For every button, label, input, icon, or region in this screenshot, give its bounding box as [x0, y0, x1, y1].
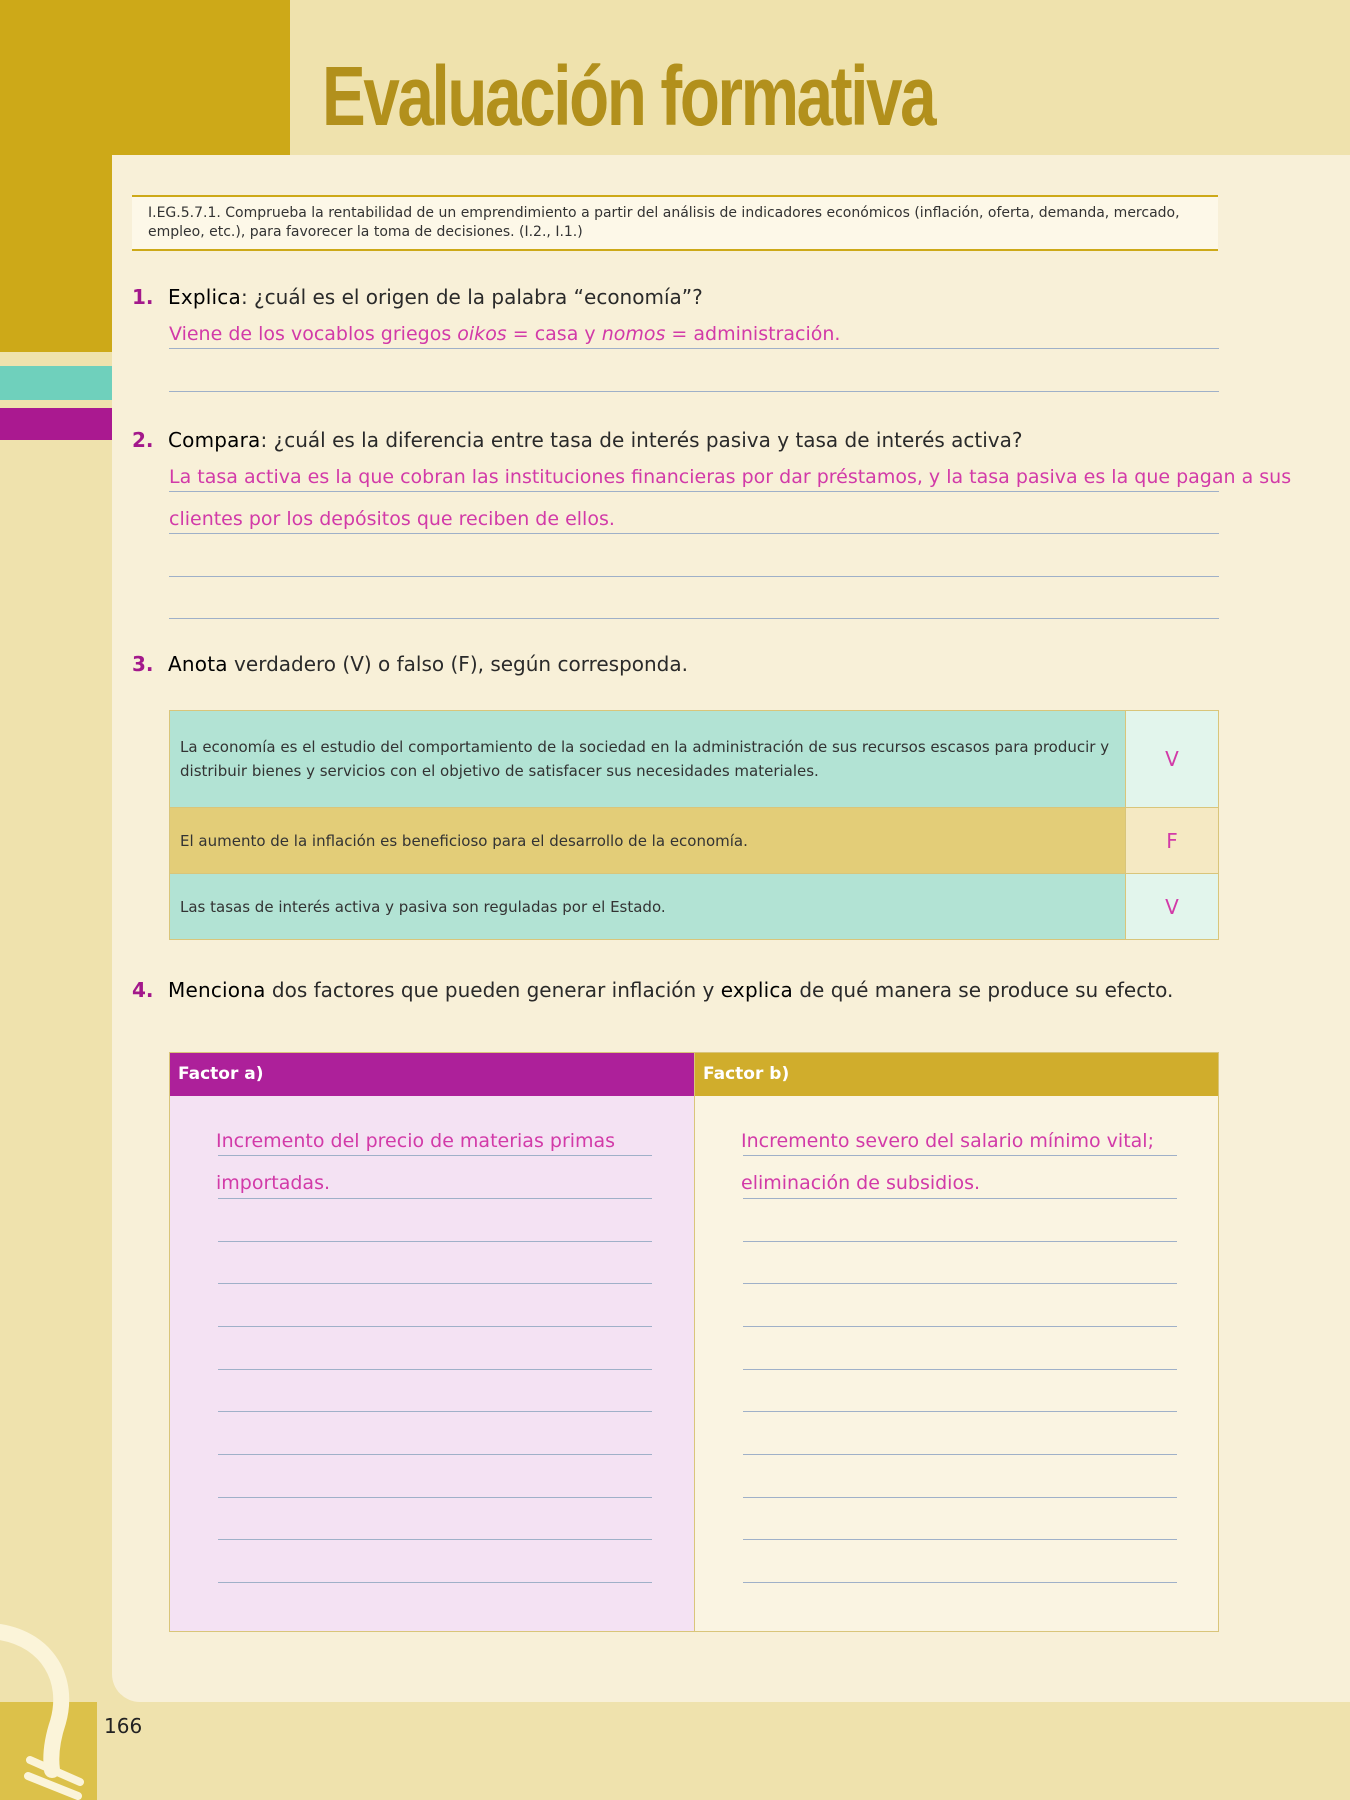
- answer-line: [218, 1454, 652, 1455]
- answer-line: [743, 1411, 1177, 1412]
- answer-line: [743, 1326, 1177, 1327]
- question-number: 3.: [132, 652, 154, 676]
- question-text: de qué manera se produce su efecto.: [793, 978, 1174, 1002]
- answer-italic-word: oikos: [457, 323, 507, 345]
- question-2: [132, 428, 1023, 452]
- question-text: dos factores que pueden generar inflación y: [265, 978, 721, 1002]
- answer-line: [218, 1198, 652, 1199]
- factors-table: [169, 1052, 1219, 1632]
- answer-mark-cell: V: [1126, 874, 1219, 940]
- statement-cell: Las tasas de interés activa y pasiva son reguladas por el Estado.: [170, 874, 1126, 940]
- table-row: [170, 711, 1219, 808]
- question-4: [132, 978, 1173, 1002]
- question-1: [132, 285, 703, 309]
- answer-line: [218, 1241, 652, 1242]
- answer-line: [743, 1283, 1177, 1284]
- decor-magenta-stripe: [0, 408, 113, 440]
- question-number: 1.: [132, 285, 154, 309]
- indicator-box: I.EG.5.7.1. Comprueba la rentabilidad de un emprendimiento a partir del análisis de indicadores económicos (inflación, oferta, demanda, mercado, empleo, etc.), para favorecer la toma de decisiones. (I.2., I.1.): [132, 195, 1218, 251]
- lightbulb-icon: [0, 1620, 100, 1800]
- answer-line: [218, 1582, 652, 1583]
- factor-a-column: [170, 1053, 695, 1631]
- answer-1: [169, 323, 840, 345]
- factor-a-answer-line-2: importadas.: [216, 1172, 331, 1194]
- answer-2-line-2: clientes por los depósitos que reciben de ellos.: [169, 508, 615, 530]
- question-verb: Explica: [168, 285, 241, 309]
- table-row: [170, 874, 1219, 940]
- true-false-table: [169, 710, 1219, 940]
- question-verb: Menciona: [168, 978, 266, 1002]
- decor-teal-stripe: [0, 366, 113, 400]
- statement-cell: La economía es el estudio del comportamiento de la sociedad en la administración de sus recursos escasos para producir y distribuir bienes y servicios con el objetivo de satisfacer sus necesidades materiales.: [170, 711, 1126, 808]
- answer-line: [218, 1497, 652, 1498]
- answer-line: [743, 1497, 1177, 1498]
- answer-line: [218, 1326, 652, 1327]
- factor-b-answer-line-2: eliminación de subsidios.: [741, 1172, 981, 1194]
- answer-mark-cell: F: [1126, 808, 1219, 874]
- answer-line: [743, 1539, 1177, 1540]
- answer-line: [169, 533, 1219, 534]
- page-number: 166: [104, 1714, 143, 1738]
- question-verb: explica: [720, 978, 793, 1002]
- statement-cell: El aumento de la inflación es beneficioso para el desarrollo de la economía.: [170, 808, 1126, 874]
- question-number: 4.: [132, 978, 154, 1002]
- question-text: verdadero (V) o falso (F), según corresponda.: [227, 652, 688, 676]
- answer-mark-cell: V: [1126, 711, 1219, 808]
- factor-b-answer-line-1: Incremento severo del salario mínimo vital;: [741, 1130, 1154, 1152]
- answer-line: [218, 1539, 652, 1540]
- answer-text: Viene de los vocablos griegos: [169, 323, 458, 345]
- question-verb: Compara: [168, 428, 261, 452]
- question-text: : ¿cuál es el origen de la palabra “economía”?: [240, 285, 703, 309]
- answer-line: [743, 1582, 1177, 1583]
- answer-line: [218, 1369, 652, 1370]
- answer-line: [218, 1283, 652, 1284]
- factor-a-answer-line-1: Incremento del precio de materias primas: [216, 1130, 616, 1152]
- answer-line: [743, 1155, 1177, 1156]
- answer-line: [169, 391, 1219, 392]
- question-text: : ¿cuál es la diferencia entre tasa de interés pasiva y tasa de interés activa?: [260, 428, 1023, 452]
- page-title: Evaluación formativa: [322, 49, 935, 143]
- answer-line: [169, 576, 1219, 577]
- question-verb: Anota: [168, 652, 228, 676]
- answer-italic-word: nomos: [601, 323, 666, 345]
- answer-line: [743, 1198, 1177, 1199]
- answer-line: [743, 1454, 1177, 1455]
- answer-line: [218, 1411, 652, 1412]
- factor-a-header: Factor a): [170, 1053, 694, 1096]
- answer-line: [218, 1155, 652, 1156]
- answer-text: = casa y: [506, 323, 602, 345]
- worksheet-panel: [112, 155, 1350, 1702]
- question-number: 2.: [132, 428, 154, 452]
- answer-line: [743, 1369, 1177, 1370]
- answer-line: [169, 348, 1219, 349]
- answer-line: [743, 1241, 1177, 1242]
- answer-text: = administración.: [665, 323, 841, 345]
- factor-b-column: [695, 1053, 1218, 1631]
- answer-line: [169, 491, 1219, 492]
- table-row: [170, 808, 1219, 874]
- question-3: [132, 652, 688, 676]
- factor-b-header: Factor b): [695, 1053, 1218, 1096]
- answer-line: [169, 618, 1219, 619]
- answer-2-line-1: La tasa activa es la que cobran las instituciones financieras por dar préstamos, y la tasa pasiva es la que pagan a sus: [169, 466, 1292, 488]
